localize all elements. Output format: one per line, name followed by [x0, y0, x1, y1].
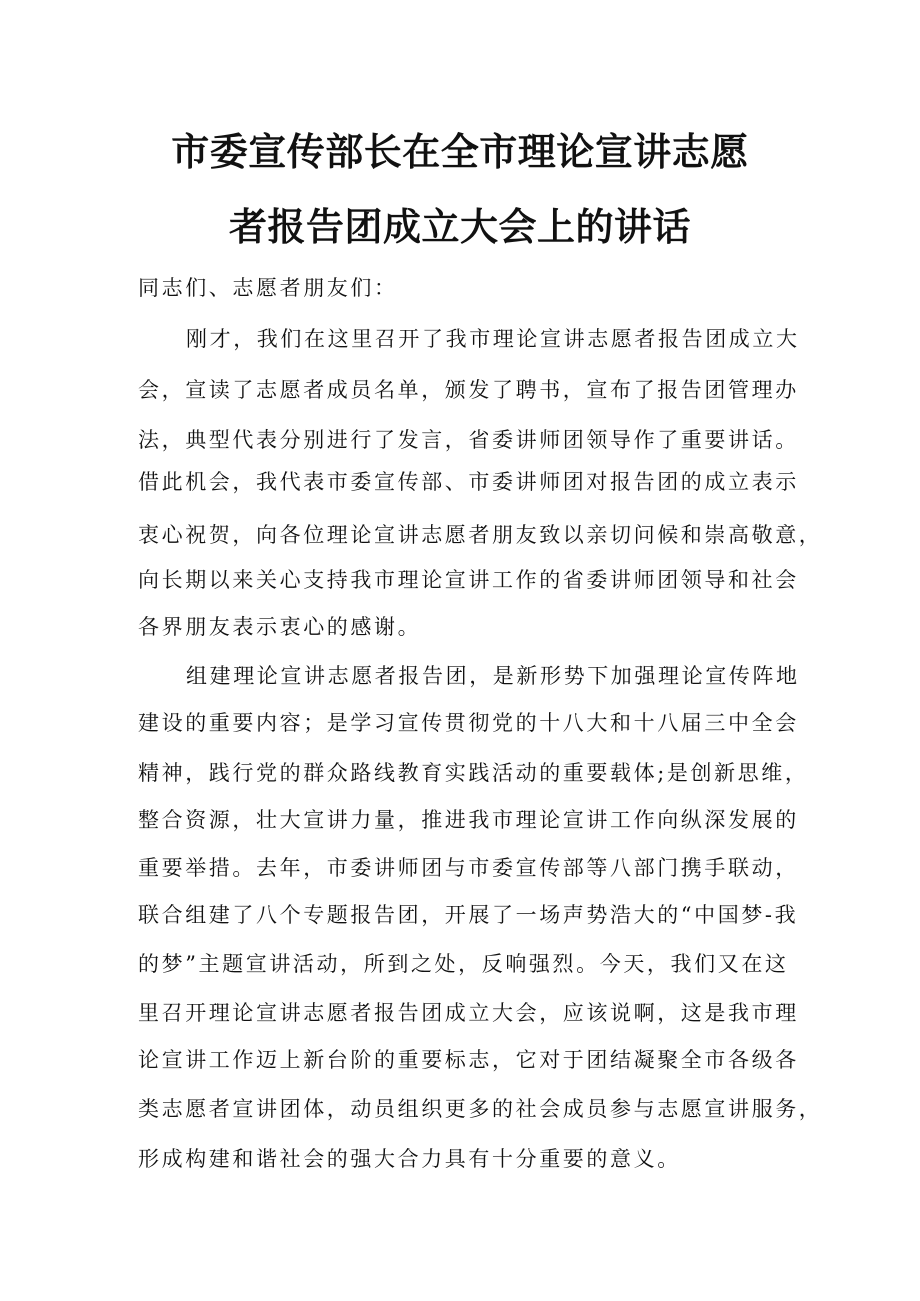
paragraph-2-line: 的梦”主题宣讲活动，所到之处，反响强烈。今天，我们又在这 — [138, 952, 789, 976]
paragraph-1-line: 衷心祝贺，向各位理论宣讲志愿者朋友致以亲切问候和崇高敬意， — [138, 523, 823, 547]
paragraph-1-line: 向长期以来关心支持我市理论宣讲工作的省委讲师团领导和社会 — [138, 568, 799, 592]
document-title-line-1: 市委宣传部长在全市理论宣讲志愿 — [171, 130, 749, 174]
paragraph-2-line: 建设的重要内容；是学习宣传贯彻党的十八大和十八届三中全会 — [138, 711, 799, 735]
paragraph-1-line: 借此机会，我代表市委宣传部、市委讲师团对报告团的成立表示 — [138, 470, 799, 494]
paragraph-2-line: 类志愿者宣讲团体，动员组织更多的社会成员参与志愿宣讲服务， — [138, 1097, 823, 1121]
paragraph-2-line: 整合资源，壮大宣讲力量，推进我市理论宣讲工作向纵深发展的 — [138, 808, 799, 832]
paragraph-2-line: 重要举措。去年，市委讲师团与市委宣传部等八部门携手联动， — [138, 856, 799, 880]
paragraph-1-line: 法，典型代表分别进行了发言，省委讲师团领导作了重要讲话。 — [138, 428, 799, 452]
paragraph-2-line: 精神，践行党的群众路线教育实践活动的重要载体;是创新思维， — [138, 761, 809, 785]
paragraph-2-line: 组建理论宣讲志愿者报告团，是新形势下加强理论宣传阵地 — [186, 664, 800, 688]
paragraph-2-line: 形成构建和谐社会的强大合力具有十分重要的意义。 — [138, 1147, 681, 1171]
paragraph-2-line: 联合组建了八个专题报告团，开展了一场声势浩大的“中国梦-我 — [138, 903, 799, 927]
salutation: 同志们、志愿者朋友们： — [138, 276, 398, 300]
paragraph-1-line: 刚才，我们在这里召开了我市理论宣讲志愿者报告团成立大 — [186, 327, 800, 351]
document-title-line-2: 者报告团成立大会上的讲话 — [228, 205, 691, 249]
paragraph-1-line: 各界朋友表示衷心的感谢。 — [138, 615, 422, 639]
paragraph-2-line: 论宣讲工作迈上新台阶的重要标志，它对于团结凝聚全市各级各 — [138, 1048, 799, 1072]
paragraph-2-line: 里召开理论宣讲志愿者报告团成立大会，应该说啊，这是我市理 — [138, 1001, 799, 1025]
paragraph-1-line: 会，宣读了志愿者成员名单，颁发了聘书，宣布了报告团管理办 — [138, 378, 799, 402]
